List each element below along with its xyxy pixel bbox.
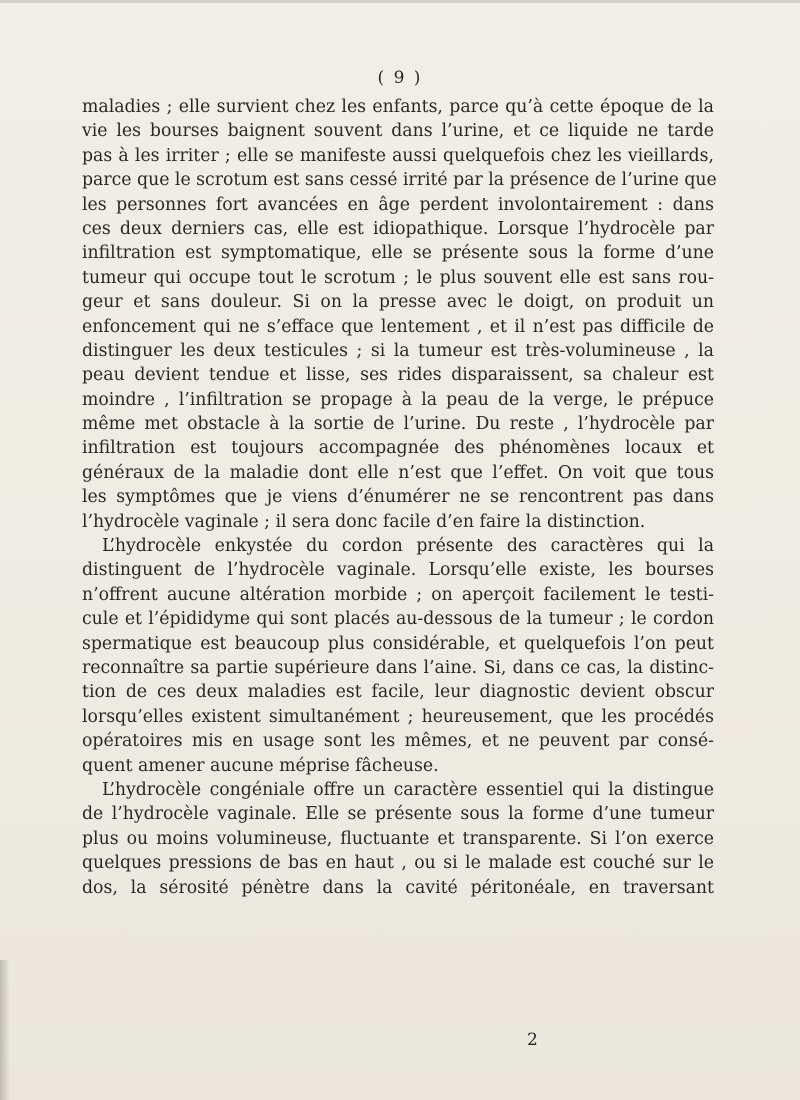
text-line: infiltration est symptomatique, elle se présente sous la forme d’une (82, 243, 714, 264)
text-line: les symptômes que je viens d’énumérer ne se rencontrent pas dans (82, 487, 714, 508)
text-line: quent amener aucune méprise fâcheuse. (82, 755, 439, 776)
text-line: de l’hydrocèle vaginale. Elle se présente sous la forme d’une tumeur (82, 804, 714, 825)
page-number: ( 9 ) (377, 68, 423, 88)
signature-mark: 2 (527, 1030, 538, 1050)
text-line: infiltration est toujours accompagnée des phénomènes locaux et (82, 438, 714, 459)
paragraph (82, 778, 714, 900)
page-top-edge (0, 0, 800, 3)
text-line: L’hydrocèle congéniale offre un caractère essentiel qui la distingue (102, 779, 714, 800)
text-line: généraux de la maladie dont elle n’est que l’effet. On voit que tous (82, 462, 714, 483)
text-line: plus ou moins volumineuse, fluctuante et transparente. Si l’on exerce (82, 828, 714, 849)
text-line: moindre , l’infiltration se propage à la peau de la verge, le prépuce (82, 389, 714, 410)
text-line: spermatique est beaucoup plus considérable, et quelquefois l’on peut (82, 633, 714, 654)
text-line: vie les bourses baignent souvent dans l’urine, et ce liquide ne tarde (82, 121, 714, 142)
text-line: cule et l’épididyme qui sont placés au-dessous de la tumeur ; le cordon (82, 609, 714, 630)
paragraph (82, 534, 714, 778)
text-line: reconnaître sa partie supérieure dans l’aine. Si, dans ce cas, la distinc- (82, 657, 714, 678)
text-line: dos, la sérosité pénètre dans la cavité péritonéale, en traversant (82, 877, 714, 898)
text-line: les personnes fort avancées en âge perdent involontairement : dans (82, 194, 714, 215)
text-line: tumeur qui occupe tout le scrotum ; le plus souvent elle est sans rou- (82, 267, 714, 288)
text-line: même met obstacle à la sortie de l’urine. Du reste , l’hydrocèle par (82, 414, 714, 435)
text-line: distinguent de l’hydrocèle vaginale. Lorsqu’elle existe, les bourses (82, 560, 714, 581)
text-line: enfoncement qui ne s’efface que lentement , et il n’est pas difficile de (82, 316, 714, 337)
text-line: n’offrent aucune altération morbide ; on aperçoit facilement le testi- (82, 584, 714, 605)
text-line: distinguer les deux testicules ; si la tumeur est très-volumineuse , la (82, 340, 714, 361)
text-line: quelques pressions de bas en haut , ou si le malade est couché sur le (82, 853, 714, 874)
text-line: lorsqu’elles existent simultanément ; heureusement, que les procédés (82, 706, 714, 727)
binding-shadow (0, 960, 10, 1100)
text-line: tion de ces deux maladies est facile, leur diagnostic devient obscur (82, 682, 714, 703)
text-line: L’hydrocèle enkystée du cordon présente des caractères qui la (102, 536, 714, 557)
paragraph (82, 95, 717, 534)
text-line: parce que le scrotum est sans cessé irrité par la présence de l’urine que (82, 170, 717, 191)
text-line: geur et sans douleur. Si on la presse avec le doigt, on produit un (82, 292, 714, 313)
text-line: peau devient tendue et lisse, ses rides disparaissent, sa chaleur est (82, 365, 714, 386)
text-line: maladies ; elle survient chez les enfants, parce qu’à cette époque de la (82, 97, 714, 117)
body-text (82, 95, 717, 900)
text-line: opératoires mis en usage sont les mêmes, et ne peuvent par consé- (82, 731, 714, 752)
text-line: l’hydrocèle vaginale ; il sera donc facile d’en faire la distinction. (82, 511, 646, 532)
text-line: ces deux derniers cas, elle est idiopathique. Lorsque l’hydrocèle par (82, 218, 714, 239)
text-line: pas à les irriter ; elle se manifeste aussi quelquefois chez les vieillards, (82, 145, 714, 166)
